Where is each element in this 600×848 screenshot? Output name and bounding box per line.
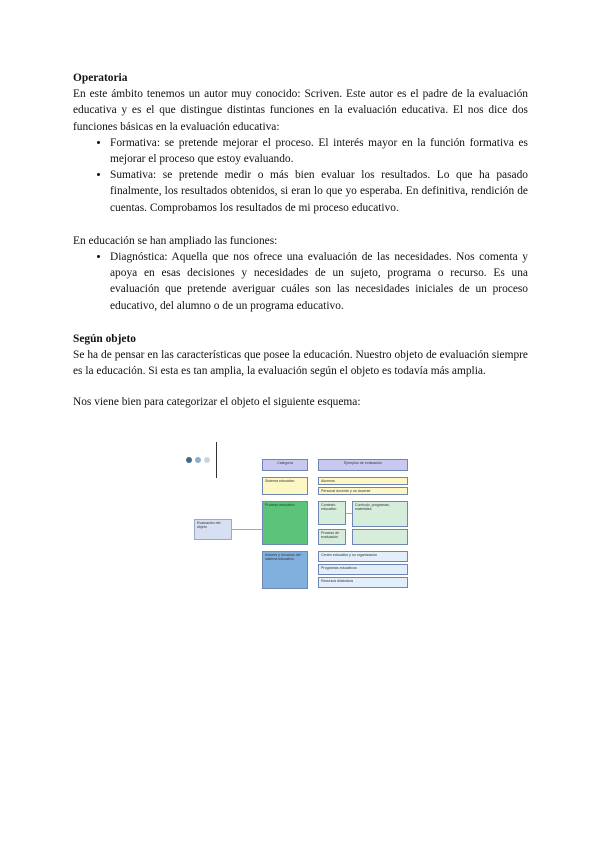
diagram-row3-item: Recursos didácticos	[318, 577, 408, 588]
connector-line	[232, 529, 262, 530]
diagram-row2-mid: Contexto educativo	[318, 501, 346, 525]
diagram-header-left: Categoría	[262, 459, 308, 471]
bullet-list-ampliadas	[73, 249, 528, 314]
esquema-diagram	[180, 441, 412, 591]
diagram-row1-item: Alumnos	[318, 477, 408, 485]
paragraph-segun-objeto: Se ha de pensar en las características que posee la educación. Nuestro objeto de evaluación siempre es la educación. Si esta es tan amplia, la evaluación según el objeto es todavía más amplia.	[73, 349, 528, 378]
diagram-header-right: Ejemplos de evaluación	[318, 459, 408, 471]
paragraph-intro: En este ámbito tenemos un autor muy conocido: Scriven. Este autor es el padre de la evaluación educativa y es el que distingue distintas funciones en la evaluación educativa. El nos dice dos funciones básicas en la evaluación educativa:	[73, 88, 528, 133]
diagram-row2-mid: Proceso de evaluación	[318, 529, 346, 545]
section-heading-operatoria: Operatoria	[73, 72, 128, 84]
connector-line	[346, 513, 352, 514]
dot-icon	[195, 457, 201, 463]
diagram-row2-left: Proceso educativo	[262, 501, 308, 545]
bullet-diagnostica: • Diagnóstica: Aquella que nos ofrece una evaluación de las necesidades. Nos comenta y apoya en esas decisiones y necesidades de un sujeto, programa o recurso. Es una evaluación que pretende averiguar cuáles son las necesidades iniciales de un proceso educativo, del alumno o de un programa educativo.	[110, 249, 528, 314]
diagram-row3-left: Actores y recursos del sistema educativo	[262, 551, 308, 589]
section-heading-segun-objeto: Según objeto	[73, 332, 136, 345]
bullet-sumativa: • Sumativa: se pretende medir o más bien evaluar los resultados. Lo que ha pasado finalmente, los resultados obtenidos, si eran lo que yo esperaba. En definitiva, rendición de cuentas. Comprobamos los resultados de mi proceso educativo.	[110, 167, 528, 216]
paragraph-ampliado: En educación se han ampliado las funciones:	[73, 234, 278, 247]
diagram-row3-item: Programas educativos	[318, 564, 408, 575]
diagram-row2-right-lower	[352, 529, 408, 545]
diagram-row1-left: Sistema educativo	[262, 477, 308, 495]
divider-line	[216, 442, 217, 478]
bullet-list-funciones	[73, 135, 528, 216]
dot-icon	[186, 457, 192, 463]
decorative-dots	[186, 457, 210, 463]
diagram-row2-right: Currículo, programas, materiales	[352, 501, 408, 527]
document-page	[73, 70, 528, 411]
diagram-row3-item: Centro educativo y su organización	[318, 551, 408, 562]
paragraph-esquema-intro: Nos viene bien para categorizar el objeto el siguiente esquema:	[73, 396, 361, 409]
dot-icon	[204, 457, 210, 463]
bullet-formativa: • Formativa: se pretende mejorar el proceso. El interés mayor en la función formativa es mejorar el proceso que estoy evaluando.	[110, 135, 528, 167]
diagram-left-box: Evaluación del objeto	[194, 519, 232, 540]
diagram-row1-item: Personal docente y no docente	[318, 487, 408, 495]
